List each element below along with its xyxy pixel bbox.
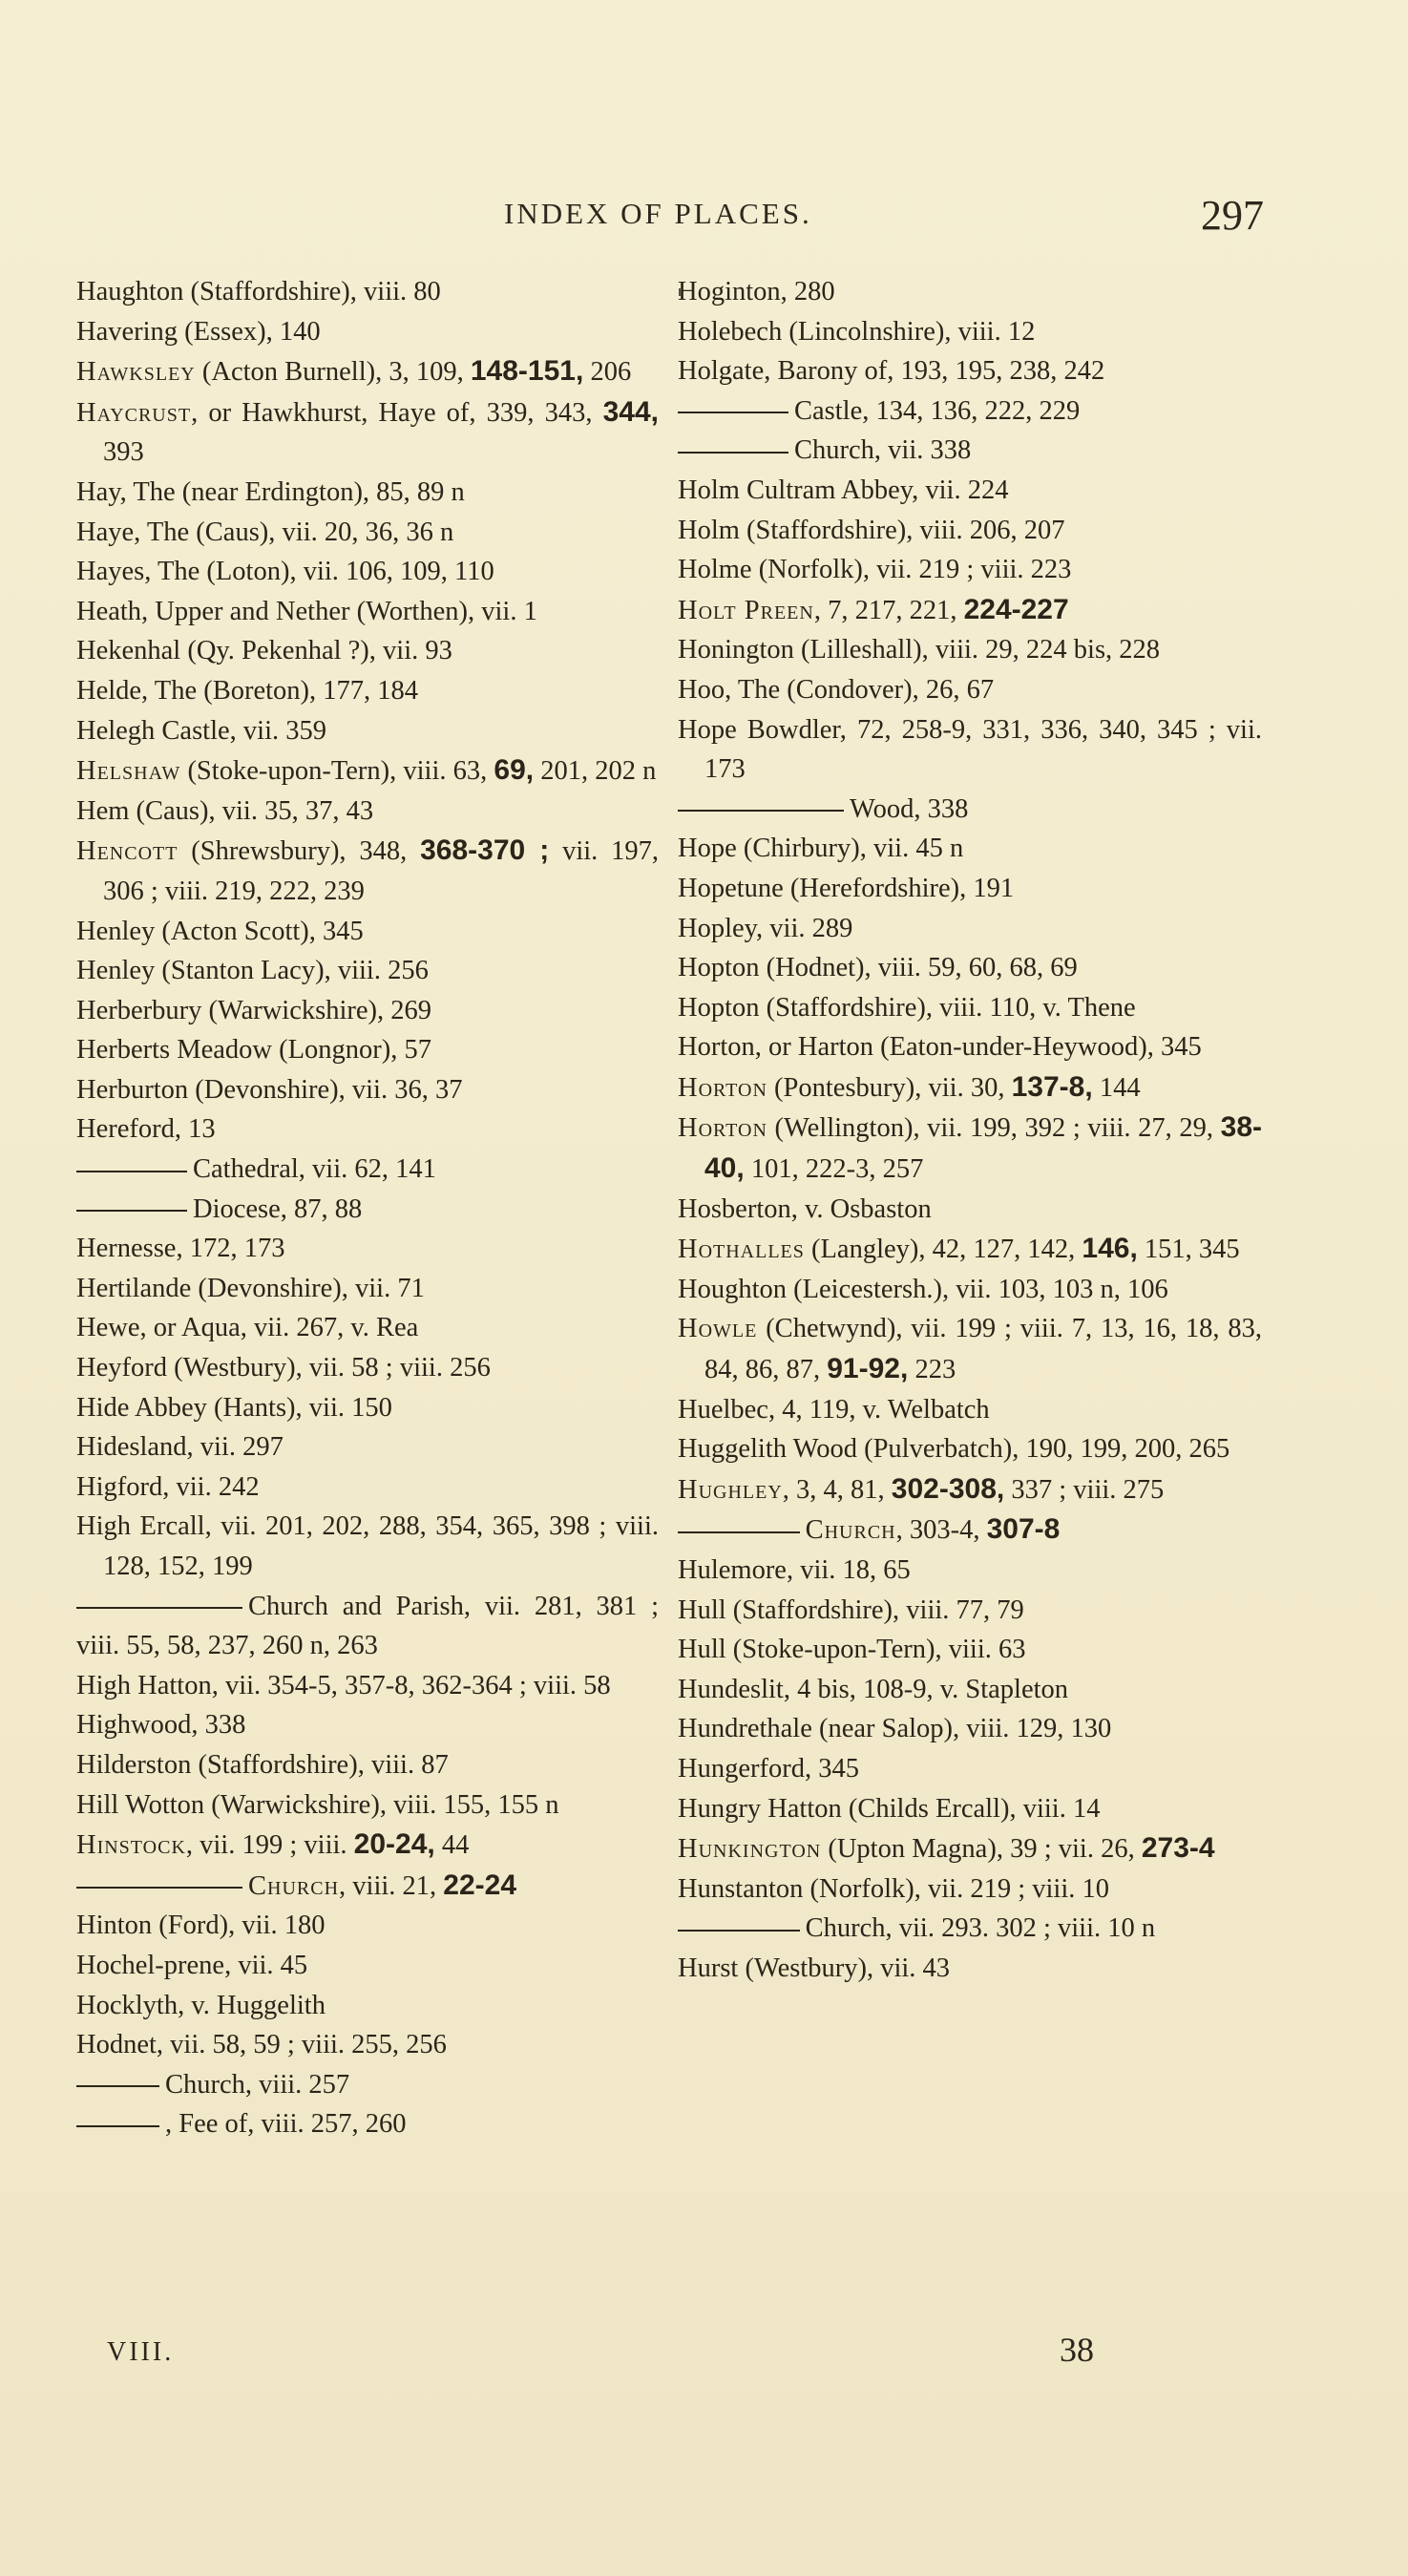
entry-text: Henley (Stanton Lacy), viii. 256 bbox=[76, 956, 429, 986]
index-entry bbox=[678, 590, 1262, 631]
entry-text: Hopetune (Herefordshire), 191 bbox=[678, 873, 1015, 903]
entry-text: Horton, or Harton (Eaton-under-Heywood), 345 bbox=[678, 1032, 1202, 1063]
entry-text: Hill Wotton (Warwickshire), viii. 155, 155 n bbox=[76, 1789, 559, 1820]
index-entry bbox=[76, 1825, 659, 1866]
entry-bold-pages: 38-40, bbox=[704, 1111, 1262, 1185]
entry-bold-pages: 91-92, bbox=[827, 1353, 909, 1385]
entry-text: 201, 202 n bbox=[534, 756, 657, 787]
entry-text: Wood, 338 bbox=[850, 793, 969, 824]
entry-heading: Hughley bbox=[678, 1474, 783, 1505]
entry-text: Church, vii. 338 bbox=[794, 435, 972, 466]
entry-text: , 7, 217, 221, bbox=[813, 595, 964, 625]
entry-text: 206 bbox=[583, 357, 632, 388]
entry-text: Hunstanton (Norfolk), vii. 219 ; viii. 10 bbox=[678, 1873, 1110, 1904]
entry-bold-pages: 302-308, bbox=[891, 1472, 1005, 1505]
entry-text: Hosberton, v. Osbaston bbox=[678, 1193, 932, 1224]
index-entry bbox=[76, 1866, 659, 1907]
index-entry bbox=[678, 948, 1262, 988]
index-entry bbox=[76, 312, 659, 352]
ditto-rule bbox=[76, 1171, 187, 1172]
entry-text: Hoginton, 280 bbox=[678, 277, 835, 306]
entry-text: Herberts Meadow (Longnor), 57 bbox=[76, 1035, 431, 1066]
index-entry bbox=[678, 312, 1262, 352]
entry-heading: Church bbox=[248, 1870, 340, 1901]
entry-bold-pages: 368-370 ; bbox=[420, 834, 550, 867]
index-entry bbox=[678, 1551, 1262, 1591]
entry-text: , viii. 21, bbox=[339, 1870, 444, 1901]
ditto-rule bbox=[678, 412, 788, 413]
entry-text: Holgate, Barony of, 193, 195, 238, 242 bbox=[678, 356, 1105, 387]
entry-text: Helegh Castle, vii. 359 bbox=[76, 715, 326, 746]
entry-text: , vii. 199 ; viii. bbox=[185, 1830, 354, 1861]
signature-mark: VIII. bbox=[107, 2337, 175, 2367]
index-entry bbox=[76, 1946, 659, 1986]
entry-text: Hulemore, vii. 18, 65 bbox=[678, 1555, 911, 1585]
index-entry bbox=[76, 1986, 659, 2026]
index-entry bbox=[76, 1467, 659, 1508]
index-entry bbox=[76, 750, 659, 792]
index-entry bbox=[678, 670, 1262, 710]
entry-bold-pages: 20-24, bbox=[353, 1828, 435, 1861]
entry-bold-pages: 148-151, bbox=[470, 355, 584, 388]
index-entry bbox=[76, 1906, 659, 1946]
index-entry bbox=[76, 1705, 659, 1745]
entry-text: Haughton (Staffordshire), viii. 80 bbox=[76, 277, 441, 306]
entry-text: Hekenhal (Qy. Pekenhal ?), vii. 93 bbox=[76, 636, 452, 666]
entry-text: Highwood, 338 bbox=[76, 1710, 246, 1741]
index-entry bbox=[76, 2065, 659, 2105]
entry-text: Hilderston (Staffordshire), viii. 87 bbox=[76, 1749, 449, 1780]
entry-heading: Haycrust bbox=[76, 397, 192, 428]
entry-heading: Howle bbox=[678, 1314, 758, 1344]
entry-text: Haye, The (Caus), vii. 20, 36, 36 n bbox=[76, 517, 454, 547]
entry-bold-pages: 137-8, bbox=[1011, 1070, 1093, 1103]
index-entry bbox=[678, 1709, 1262, 1749]
index-entry bbox=[76, 912, 659, 952]
entry-text: Hopton (Hodnet), viii. 59, 60, 68, 69 bbox=[678, 953, 1078, 983]
index-entry bbox=[678, 1108, 1262, 1189]
entry-text: , or Hawkhurst, Haye of, 339, 343, bbox=[191, 397, 603, 428]
entry-text: Church and Parish, vii. 281, 381 ; viii. 55, 58, 237, 260 n, 263 bbox=[76, 1591, 659, 1661]
entry-text: Holme (Norfolk), vii. 219 ; viii. 223 bbox=[678, 555, 1072, 585]
index-entry bbox=[678, 391, 1262, 432]
index-entry bbox=[678, 1067, 1262, 1109]
entry-text: Havering (Essex), 140 bbox=[76, 316, 321, 347]
entry-text: Hodnet, vii. 58, 59 ; viii. 255, 256 bbox=[76, 2030, 447, 2060]
entry-text: Higford, vii. 242 bbox=[76, 1471, 260, 1502]
entry-heading: Hencott bbox=[76, 836, 179, 867]
entry-text: (Stoke-upon-Tern), viii. 63, bbox=[180, 756, 494, 787]
index-entry bbox=[76, 552, 659, 592]
entry-bold-pages: 224-227 bbox=[963, 593, 1069, 625]
index-entry bbox=[678, 351, 1262, 391]
entry-text: Huelbec, 4, 119, v. Welbatch bbox=[678, 1394, 990, 1425]
entry-text: vii. 197, 306 ; viii. 219, 222, 239 bbox=[103, 836, 659, 906]
index-entry bbox=[76, 1427, 659, 1467]
entry-text: Hinton (Ford), vii. 180 bbox=[76, 1911, 326, 1941]
index-entry bbox=[76, 1308, 659, 1348]
index-entry bbox=[76, 631, 659, 671]
entry-text: (Pontesbury), vii. 30, bbox=[767, 1072, 1012, 1103]
entry-text: Hochel-prene, vii. 45 bbox=[76, 1950, 308, 1980]
index-entry bbox=[678, 988, 1262, 1028]
ditto-rule bbox=[678, 1930, 800, 1932]
index-entry bbox=[678, 1190, 1262, 1230]
index-entry bbox=[76, 1507, 659, 1586]
entry-text: (Langley), 42, 127, 142, bbox=[804, 1235, 1082, 1265]
page-header bbox=[0, 191, 1408, 248]
entry-bold-pages: 69, bbox=[494, 754, 535, 787]
entry-text: 44 bbox=[434, 1830, 470, 1861]
entry-text: Helde, The (Boreton), 177, 184 bbox=[76, 675, 419, 706]
entry-text: (Wellington), vii. 199, 392 ; viii. 27, 29, bbox=[767, 1113, 1221, 1144]
entry-text: Hope Bowdler, 72, 258-9, 331, 336, 340, 345 ; vii. 173 bbox=[678, 714, 1262, 785]
index-entry bbox=[678, 511, 1262, 551]
index-entry bbox=[76, 2104, 659, 2144]
index-entry bbox=[76, 1190, 659, 1230]
entry-text: Heyford (Westbury), vii. 58 ; viii. 256 bbox=[76, 1353, 491, 1383]
entry-text: Hem (Caus), vii. 35, 37, 43 bbox=[76, 795, 374, 826]
entry-heading: Hothalles bbox=[678, 1235, 805, 1265]
index-entry bbox=[76, 1348, 659, 1388]
index-entry bbox=[76, 272, 659, 312]
entry-text: Hungerford, 345 bbox=[678, 1753, 859, 1784]
entry-text: Hayes, The (Loton), vii. 106, 109, 110 bbox=[76, 557, 494, 587]
entry-bold-pages: 307-8 bbox=[986, 1513, 1061, 1546]
entry-text: Hertilande (Devonshire), vii. 71 bbox=[76, 1273, 425, 1303]
entry-text: Hundeslit, 4 bis, 108-9, v. Stapleton bbox=[678, 1674, 1069, 1704]
entry-text: Church, vii. 293. 302 ; viii. 10 n bbox=[805, 1913, 1156, 1944]
ditto-rule bbox=[678, 1531, 800, 1533]
entry-text: Hay, The (near Erdington), 85, 89 n bbox=[76, 476, 465, 507]
entry-text: Hurst (Westbury), vii. 43 bbox=[678, 1953, 951, 1983]
entry-heading: Horton bbox=[678, 1072, 767, 1103]
entry-text: Church, viii. 257 bbox=[165, 2069, 350, 2100]
index-entry bbox=[678, 630, 1262, 670]
index-entry bbox=[678, 829, 1262, 869]
index-entry bbox=[76, 671, 659, 711]
entry-text: Hull (Staffordshire), viii. 77, 79 bbox=[678, 1594, 1024, 1625]
index-entry bbox=[76, 473, 659, 513]
index-entry bbox=[76, 351, 659, 392]
index-entry bbox=[678, 1309, 1262, 1389]
left-column bbox=[76, 272, 659, 2144]
index-entry bbox=[76, 1229, 659, 1269]
entry-text: Hidesland, vii. 297 bbox=[76, 1432, 284, 1463]
index-entry bbox=[678, 1828, 1262, 1869]
entry-text: 101, 222-3, 257 bbox=[744, 1154, 924, 1185]
entry-text: Castle, 134, 136, 222, 229 bbox=[794, 395, 1081, 426]
entry-text: High Hatton, vii. 354-5, 357-8, 362-364 ; viii. 58 bbox=[76, 1670, 611, 1700]
index-entry bbox=[678, 1469, 1262, 1510]
entry-text: Hopley, vii. 289 bbox=[678, 913, 853, 943]
entry-text: (Chetwynd), vii. 199 ; viii. 7, 13, 16, 18, 83, 84, 86, 87, bbox=[704, 1314, 1262, 1385]
index-entry bbox=[76, 392, 659, 473]
entry-text: Henley (Acton Scott), 345 bbox=[76, 916, 364, 946]
index-entry bbox=[678, 471, 1262, 511]
entry-text: (Shrewsbury), 348, bbox=[178, 836, 421, 867]
index-entry bbox=[76, 792, 659, 832]
index-entry bbox=[678, 1949, 1262, 1989]
entry-heading: Hunkington bbox=[678, 1834, 822, 1865]
index-entry bbox=[76, 2025, 659, 2065]
ditto-rule bbox=[76, 2125, 159, 2127]
index-entry bbox=[76, 513, 659, 553]
index-entry bbox=[678, 1270, 1262, 1310]
index-entry bbox=[678, 710, 1262, 790]
ditto-rule bbox=[76, 2085, 159, 2087]
entry-bold-pages: 22-24 bbox=[443, 1869, 517, 1901]
index-entry bbox=[678, 1749, 1262, 1789]
ditto-rule bbox=[76, 1210, 187, 1212]
index-entry bbox=[76, 1388, 659, 1428]
index-entry bbox=[678, 1591, 1262, 1631]
entry-bold-pages: 344, bbox=[602, 395, 659, 428]
entry-text: Hernesse, 172, 173 bbox=[76, 1234, 285, 1264]
entry-text: Heath, Upper and Nether (Worthen), vii. 1 bbox=[76, 596, 537, 626]
index-entry bbox=[76, 1109, 659, 1150]
index-entry bbox=[76, 1785, 659, 1826]
ditto-rule bbox=[678, 810, 844, 812]
entry-text: Hundrethale (near Salop), viii. 129, 130 bbox=[678, 1714, 1112, 1744]
index-entry bbox=[678, 1429, 1262, 1469]
index-entry bbox=[76, 711, 659, 751]
index-entry bbox=[76, 1269, 659, 1309]
ditto-rule bbox=[678, 452, 788, 454]
index-entry bbox=[678, 1630, 1262, 1670]
index-entry bbox=[76, 592, 659, 632]
page-number: 297 bbox=[1201, 192, 1264, 239]
index-entry bbox=[76, 991, 659, 1031]
entry-heading: Helshaw bbox=[76, 756, 181, 787]
entry-text: Hope (Chirbury), vii. 45 n bbox=[678, 834, 964, 864]
index-entry bbox=[76, 1030, 659, 1070]
entry-text: High Ercall, vii. 201, 202, 288, 354, 365, 398 ; viii. 128, 152, 199 bbox=[76, 1511, 659, 1581]
entry-text: Herburton (Devonshire), vii. 36, 37 bbox=[76, 1074, 463, 1105]
entry-text: Huggelith Wood (Pulverbatch), 190, 199, 200, 265 bbox=[678, 1434, 1230, 1465]
entry-text: Cathedral, vii. 62, 141 bbox=[193, 1154, 436, 1185]
entry-text: Holm (Staffordshire), viii. 206, 207 bbox=[678, 515, 1065, 545]
entry-bold-pages: 146, bbox=[1082, 1233, 1138, 1265]
entry-text: Herberbury (Warwickshire), 269 bbox=[76, 995, 432, 1025]
index-entry bbox=[76, 951, 659, 991]
index-entry bbox=[678, 1909, 1262, 1949]
index-entry bbox=[678, 909, 1262, 949]
entry-text: 223 bbox=[908, 1355, 956, 1385]
entry-text: Hereford, 13 bbox=[76, 1114, 216, 1145]
index-entry bbox=[678, 1789, 1262, 1829]
entry-text: 337 ; viii. 275 bbox=[1004, 1474, 1165, 1505]
index-entry bbox=[678, 431, 1262, 471]
entry-text: Hide Abbey (Hants), vii. 150 bbox=[76, 1392, 392, 1423]
entry-text: , Fee of, viii. 257, 260 bbox=[165, 2109, 407, 2140]
entry-text: Hull (Stoke-upon-Tern), viii. 63 bbox=[678, 1635, 1026, 1665]
entry-text: 151, 345 bbox=[1137, 1235, 1240, 1265]
entry-text: (Acton Burnell), 3, 109, bbox=[195, 357, 471, 388]
entry-text: Holm Cultram Abbey, vii. 224 bbox=[678, 475, 1009, 505]
running-title: INDEX OF PLACES. bbox=[504, 197, 812, 230]
ditto-rule bbox=[76, 1887, 242, 1889]
entry-text: 144 bbox=[1092, 1072, 1141, 1103]
entry-heading: Holt Preen bbox=[678, 595, 814, 625]
entry-text: Hewe, or Aqua, vii. 267, v. Rea bbox=[76, 1313, 419, 1343]
index-entry bbox=[76, 1070, 659, 1110]
entry-heading: Horton bbox=[678, 1113, 767, 1144]
entry-text: (Upton Magna), 39 ; vii. 26, bbox=[821, 1834, 1142, 1865]
entry-text: , 303-4, bbox=[895, 1515, 987, 1546]
entry-text: , 3, 4, 81, bbox=[782, 1474, 892, 1505]
index-entry bbox=[678, 1869, 1262, 1910]
entry-text: Diocese, 87, 88 bbox=[193, 1193, 363, 1224]
entry-text: Honington (Lilleshall), viii. 29, 224 bis, 228 bbox=[678, 635, 1161, 665]
index-entry bbox=[678, 272, 1262, 312]
ditto-rule bbox=[76, 1607, 242, 1609]
right-column bbox=[678, 272, 1262, 1989]
entry-text: Hungry Hatton (Childs Ercall), viii. 14 bbox=[678, 1793, 1101, 1824]
entry-text: Holebech (Lincolnshire), viii. 12 bbox=[678, 316, 1036, 347]
entry-heading: Hinstock bbox=[76, 1830, 186, 1861]
index-entry bbox=[678, 550, 1262, 590]
entry-text: 393 bbox=[103, 437, 144, 468]
entry-heading: Church bbox=[805, 1515, 896, 1546]
index-entry bbox=[76, 831, 659, 911]
sheet-number: 38 bbox=[1060, 2331, 1094, 2369]
entry-text: Hocklyth, v. Huggelith bbox=[76, 1990, 326, 2020]
index-entry bbox=[678, 1027, 1262, 1067]
entry-text: Hoo, The (Condover), 26, 67 bbox=[678, 674, 995, 705]
index-entry bbox=[76, 1587, 659, 1666]
index-entry bbox=[76, 1150, 659, 1190]
entry-heading: Hawksley bbox=[76, 357, 196, 388]
index-entry bbox=[678, 790, 1262, 830]
entry-bold-pages: 273-4 bbox=[1141, 1832, 1215, 1865]
index-entry bbox=[678, 1229, 1262, 1270]
index-entry bbox=[76, 1745, 659, 1785]
index-entry bbox=[678, 1670, 1262, 1710]
index-entry bbox=[678, 869, 1262, 909]
entry-text: Hopton (Staffordshire), viii. 110, v. Thene bbox=[678, 992, 1136, 1023]
index-entry bbox=[76, 1666, 659, 1706]
index-entry bbox=[678, 1510, 1262, 1551]
index-entry bbox=[678, 1390, 1262, 1430]
entry-text: Houghton (Leicestersh.), vii. 103, 103 n, 106 bbox=[678, 1274, 1168, 1304]
